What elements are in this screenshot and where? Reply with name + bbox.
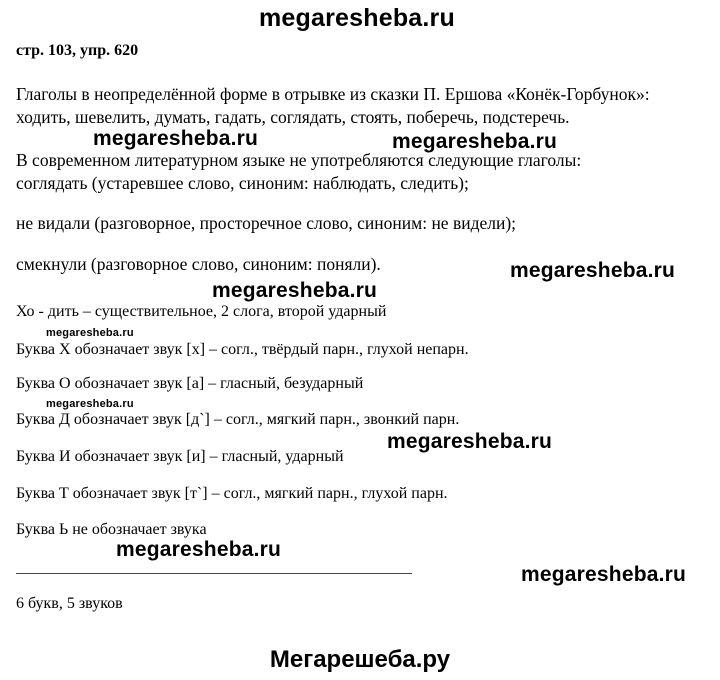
letter-line-5: Буква Т обозначает звук [т`] – согл., мягкий парн., глухой парн. [16,485,448,502]
watermark-top: megaresheba.ru [259,4,455,32]
word-line-2: не видали (разговорное, просторечное слово, синоним: не видели); [16,213,517,233]
letter-line-6: Буква Ь не обозначает звука [16,521,207,538]
watermark: megaresheba.ru [510,259,676,282]
watermark: megaresheba.ru [93,127,259,150]
letter-line-2: Буква О обозначает звук [а] – гласный, безударный [16,375,364,392]
watermark: megaresheba.ru [387,430,553,453]
watermark: megaresheba.ru [521,563,687,586]
analysis-title: Хо - дить – существительное, 2 слога, второй ударный [16,303,387,320]
exercise-heading: стр. 103, упр. 620 [16,42,139,59]
watermark: megaresheba.ru [212,279,378,302]
word-line-3: смекнули (разговорное слово, синоним: поняли). [16,254,381,274]
summary: 6 букв, 5 звуков [16,595,123,612]
intro-line-1: Глаголы в неопределённой форме в отрывке из сказки П. Ершова «Конёк-Горбунок»: [16,84,650,104]
watermark: megaresheba.ru [116,538,282,561]
divider [16,573,412,574]
watermark: megaresheba.ru [46,398,134,410]
watermark: megaresheba.ru [392,130,558,153]
intro-line-2: ходить, шевелить, думать, гадать, соглядать, стоять, поберечь, подстеречь. [16,107,570,127]
letter-line-3: Буква Д обозначает звук [д`] – согл., мягкий парн., звонкий парн. [16,411,460,428]
word-line-1: соглядать (устаревшее слово, синоним: наблюдать, следить); [16,173,469,193]
archaic-intro: В современном литературном языке не употребляются следующие глаголы: [16,150,582,170]
letter-line-4: Буква И обозначает звук [и] – гласный, ударный [16,448,344,465]
footer-brand: Мегарешеба.ру [269,646,451,673]
letter-line-1: Буква Х обозначает звук [х] – согл., твёрдый парн., глухой непарн. [16,341,469,358]
watermark: megaresheba.ru [46,327,134,339]
